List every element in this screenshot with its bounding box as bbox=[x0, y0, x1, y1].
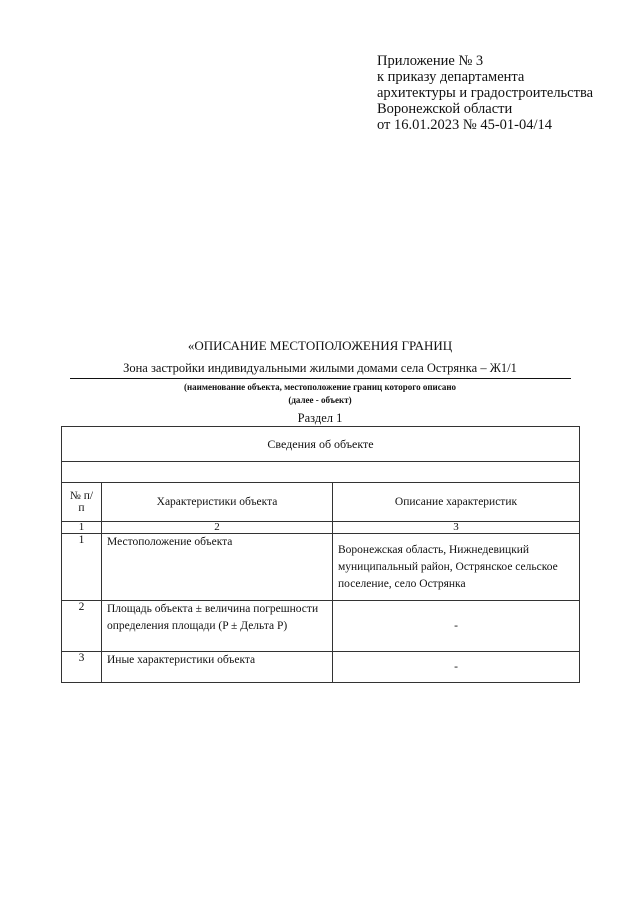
table-index-row bbox=[62, 522, 580, 534]
caption-line: (наименование объекта, местоположение границ которого описано bbox=[183, 382, 457, 392]
object-name: Зона застройки индивидуальными жилыми домами села Острянка – Ж1/1 bbox=[123, 361, 517, 375]
section-label: Раздел 1 bbox=[297, 411, 343, 425]
index-cell: 1 bbox=[62, 522, 102, 534]
row-characteristic: Иные характеристики объекта bbox=[102, 652, 333, 683]
table-title: Сведения об объекте bbox=[62, 427, 580, 462]
appendix-line: от 16.01.2023 № 45-01-04/14 bbox=[377, 117, 553, 133]
appendix-line: Приложение № 3 bbox=[377, 53, 484, 69]
row-description: - bbox=[333, 652, 580, 683]
object-name-caption bbox=[0, 381, 640, 407]
appendix-line: архитектуры и градостроительства bbox=[377, 85, 594, 101]
header-characteristic: Характеристики объекта bbox=[102, 483, 333, 522]
row-characteristic: Площадь объекта ± величина погрешности определения площади (P ± Дельта P) bbox=[102, 601, 333, 652]
appendix-line: Воронежской области bbox=[377, 101, 513, 117]
empty-cell bbox=[62, 462, 580, 483]
table-row bbox=[62, 601, 580, 652]
row-description: Воронежская область, Нижнедевицкий муниципальный район, Острянское сельское поселение, село Острянка bbox=[333, 534, 580, 601]
table-row bbox=[62, 652, 580, 683]
table-empty-row bbox=[62, 462, 580, 483]
table-header-row bbox=[62, 483, 580, 522]
table-title-row bbox=[62, 427, 580, 462]
index-cell: 3 bbox=[333, 522, 580, 534]
row-description: - bbox=[333, 601, 580, 652]
underline-divider bbox=[70, 378, 571, 379]
header-num: № п/п bbox=[62, 483, 102, 522]
row-num: 3 bbox=[62, 652, 102, 683]
table-row bbox=[62, 534, 580, 601]
appendix-line: к приказу департамента bbox=[377, 69, 525, 85]
header-description: Описание характеристик bbox=[333, 483, 580, 522]
row-num: 2 bbox=[62, 601, 102, 652]
document-title: «ОПИСАНИЕ МЕСТОПОЛОЖЕНИЯ ГРАНИЦ bbox=[187, 338, 453, 353]
caption-line: (далее - объект) bbox=[288, 395, 352, 405]
appendix-block bbox=[377, 53, 593, 133]
row-characteristic: Местоположение объекта bbox=[102, 534, 333, 601]
object-info-table bbox=[61, 426, 580, 683]
row-num: 1 bbox=[62, 534, 102, 601]
index-cell: 2 bbox=[102, 522, 333, 534]
